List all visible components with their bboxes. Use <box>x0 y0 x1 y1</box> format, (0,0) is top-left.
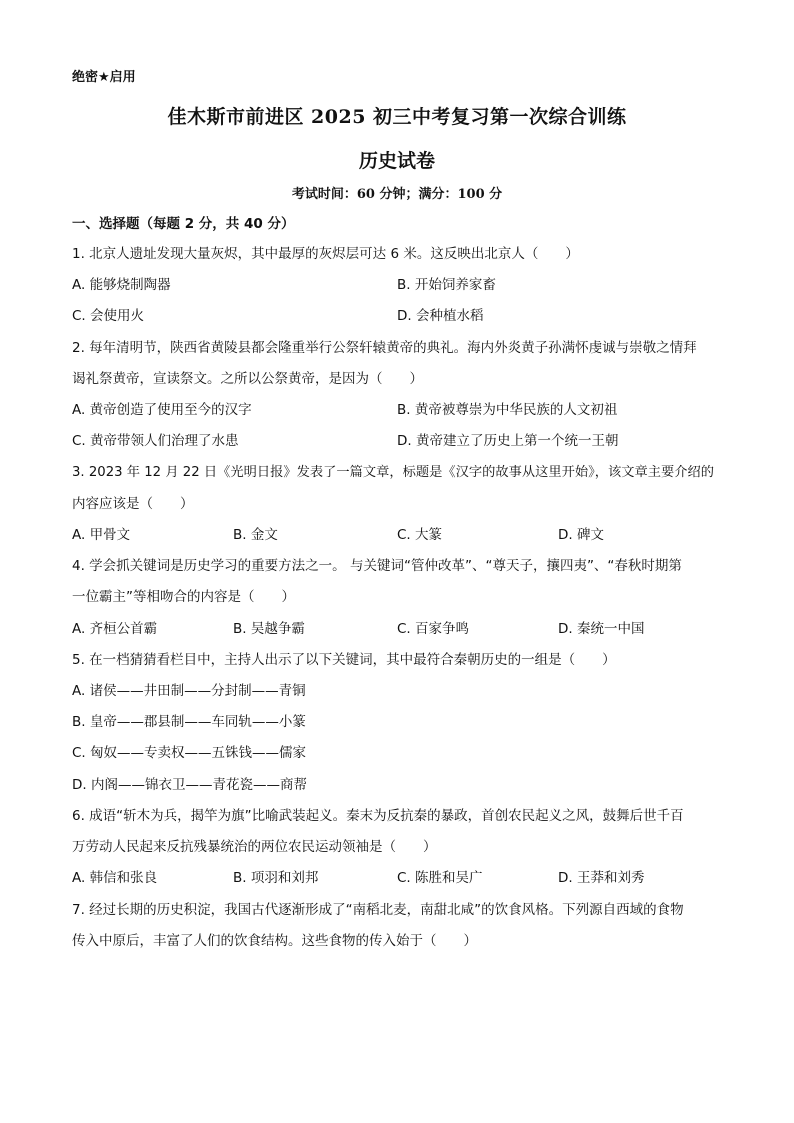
question-6-option-d: D. 王莽和刘秀 <box>558 870 645 886</box>
question-2-option-c: C. 黄帝带领人们治理了水患 <box>72 433 239 449</box>
question-3-option-c: C. 大篆 <box>397 527 443 543</box>
question-1-option-b: B. 开始饲养家畜 <box>397 277 496 293</box>
question-3-line-1: 3. 2023 年 12 月 22 日《光明日报》发表了一篇文章，标题是《汉字的故事从这里开始》，该文章主要介绍的 <box>72 465 714 480</box>
question-6-line-1: 6. 成语“斩木为兵，揭竿为旗”比喻武装起义。秦末为反抗秦的暴政，首创农民起义之风，鼓舞后世千百 <box>72 808 684 824</box>
question-2-line-2: 谒礼祭黄帝，宣读祭文。之所以公祭黄帝，是因为（ ） <box>72 371 423 387</box>
question-1-option-d: D. 会种植水稻 <box>397 308 484 324</box>
question-2-line-1: 2. 每年清明节，陕西省黄陵县都会隆重举行公祭轩辕黄帝的典礼。海内外炎黄子孙满怀虔诚与崇敬之情拜 <box>72 340 697 356</box>
question-2-option-b: B. 黄帝被尊崇为中华民族的人文初祖 <box>397 402 618 418</box>
question-2-option-d: D. 黄帝建立了历史上第一个统一王朝 <box>397 433 619 449</box>
question-4-option-a: A. 齐桓公首霸 <box>72 621 158 637</box>
question-6-option-c: C. 陈胜和吴广 <box>397 870 483 886</box>
question-1-line-1: 1. 北京人遗址发现大量灰烬，其中最厚的灰烬层可达 6 米。这反映出北京人（ ） <box>72 246 579 262</box>
question-1-option-c: C. 会使用火 <box>72 308 145 324</box>
question-5-option-b: B. 皇帝——郡县制——车同轨——小篆 <box>72 714 306 730</box>
question-7-line-2: 传入中原后，丰富了人们的饮食结构。这些食物的传入始于（ ） <box>72 933 477 949</box>
question-1-option-a: A. 能够烧制陶器 <box>72 277 171 293</box>
question-6-option-a: A. 韩信和张良 <box>72 870 158 886</box>
exam-subtitle: 历史试卷 <box>358 150 435 172</box>
question-5-line-1: 5. 在一档猜猜看栏目中，主持人出示了以下关键词，其中最符合秦朝历史的一组是（ ） <box>72 652 616 668</box>
question-5-option-a: A. 诸侯——井田制——分封制——青铜 <box>72 683 306 699</box>
question-3-line-2: 内容应该是（ ） <box>72 496 194 512</box>
question-3-option-b: B. 金文 <box>233 527 278 543</box>
question-3-option-a: A. 甲骨文 <box>72 527 131 543</box>
question-5-option-d: D. 内阁——锦衣卫——青花瓷——商帮 <box>72 777 307 793</box>
question-3-option-d: D. 碑文 <box>558 527 604 543</box>
question-6-line-2: 万劳动人民起来反抗残暴统治的两位农民运动领袖是（ ） <box>72 839 437 855</box>
exam-title: 佳木斯市前进区 2025 初三中考复习第一次综合训练 <box>167 106 627 128</box>
question-4-option-b: B. 吴越争霸 <box>233 621 305 637</box>
question-6-option-b: B. 项羽和刘邦 <box>233 870 319 886</box>
question-4-line-2: 一位霸主”等相吻合的内容是（ ） <box>72 589 295 605</box>
question-5-option-c: C. 匈奴——专卖权——五铢钱——儒家 <box>72 745 307 761</box>
question-4-option-d: D. 秦统一中国 <box>558 621 645 637</box>
secret-mark: 绝密★启用 <box>72 70 136 85</box>
question-4-line-1: 4. 学会抓关键词是历史学习的重要方法之一。 与关键词“管仲改革”、“尊天子，攘四夷”、“春秋时期第 <box>72 558 682 574</box>
section-title: 一、选择题（每题 2 分，共 40 分） <box>72 216 295 232</box>
question-4-option-c: C. 百家争鸣 <box>397 621 470 637</box>
question-2-option-a: A. 黄帝创造了使用至今的汉字 <box>72 402 252 418</box>
question-7-line-1: 7. 经过长期的历史积淀，我国古代逐渐形成了“南稻北麦，南甜北咸”的饮食风格。下列源自西域的食物 <box>72 902 684 918</box>
exam-info: 考试时间：60 分钟；满分：100 分 <box>291 187 503 202</box>
